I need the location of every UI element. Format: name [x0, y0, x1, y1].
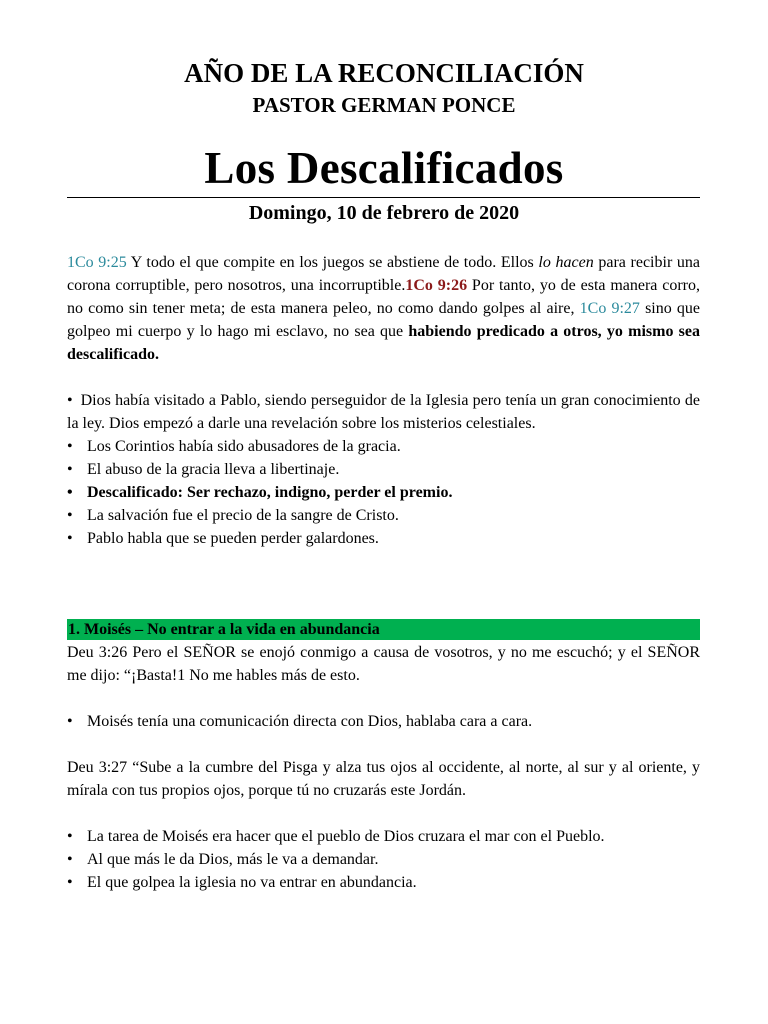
intro-italic: lo hacen [538, 254, 594, 271]
verse-text: Deu 3:26 Pero el SEÑOR se enojó conmigo a causa de vosotros, y no me escuchó; y el SEÑOR me dijo: “¡Basta!1 No me hables más de esto. [67, 644, 700, 684]
intro-text: sino que golpeo mi cuerpo y lo hago mi esclavo, no sea que [67, 300, 700, 340]
verse-deu-3-26 [67, 641, 700, 687]
verse-ref-link[interactable]: 1Co 9:26 [405, 277, 468, 294]
list-item: • Pablo habla que se pueden perder galardones. [67, 527, 700, 550]
pastor-name: PASTOR GERMAN PONCE [252, 93, 516, 117]
list-item: • Al que más le da Dios, más le va a demandar. [67, 848, 700, 871]
bullet-list-intro [67, 389, 700, 550]
list-item: • Dios había visitado a Pablo, siendo perseguidor de la Iglesia pero tenía un gran conocimiento de la ley. Dios empezó a darle una revelación sobre los misterios celestiales. [67, 389, 700, 435]
intro-text: Y todo el que compite en los juegos se abstiene de todo. Ellos [126, 254, 539, 271]
bullet-list-moses [67, 710, 700, 733]
list-item: • El abuso de la gracia lleva a libertinaje. [67, 458, 700, 481]
verse-deu-3-27 [67, 756, 700, 802]
intro-text: Por tanto, yo de esta manera corro, no como sin tener meta; de esta manera peleo, no como dando golpes al aire, [67, 277, 701, 317]
list-item: • La salvación fue el precio de la sangre de Cristo. [67, 504, 700, 527]
list-item: • La tarea de Moisés era hacer que el pueblo de Dios cruzara el mar con el Pueblo. [67, 825, 700, 848]
list-item: • Descalificado: Ser rechazo, indigno, perder el premio. [67, 481, 700, 504]
intro-bold: habiendo predicado a otros, yo mismo sea descalificado. [67, 323, 700, 363]
verse-ref-link[interactable]: 1Co 9:25 [67, 254, 127, 271]
title-underline [67, 197, 700, 198]
verse-text: Deu 3:27 “Sube a la cumbre del Pisga y alza tus ojos al occidente, al norte, al sur y al oriente, y mírala con tus propios ojos, porque tú no cruzarás este Jordán. [67, 759, 700, 799]
intro-text: para recibir una corona corruptible, pero nosotros, una incorruptible. [67, 254, 701, 294]
list-item: • El que golpea la iglesia no va entrar en abundancia. [67, 871, 700, 894]
list-item: • Los Corintios había sido abusadores de la gracia. [67, 435, 700, 458]
list-item: • Moisés tenía una comunicación directa con Dios, hablaba cara a cara. [67, 710, 700, 733]
section-heading: 1. Moisés – No entrar a la vida en abundancia [67, 619, 700, 640]
verse-ref-link[interactable]: 1Co 9:27 [579, 300, 640, 317]
sermon-date: Domingo, 10 de febrero de 2020 [248, 202, 520, 224]
bullet-list-moses-2 [67, 825, 700, 894]
year-title: AÑO DE LA RECONCILIACIÓN [184, 58, 584, 88]
intro-paragraph [67, 251, 700, 366]
sermon-title: Los Descalificados [204, 143, 564, 193]
